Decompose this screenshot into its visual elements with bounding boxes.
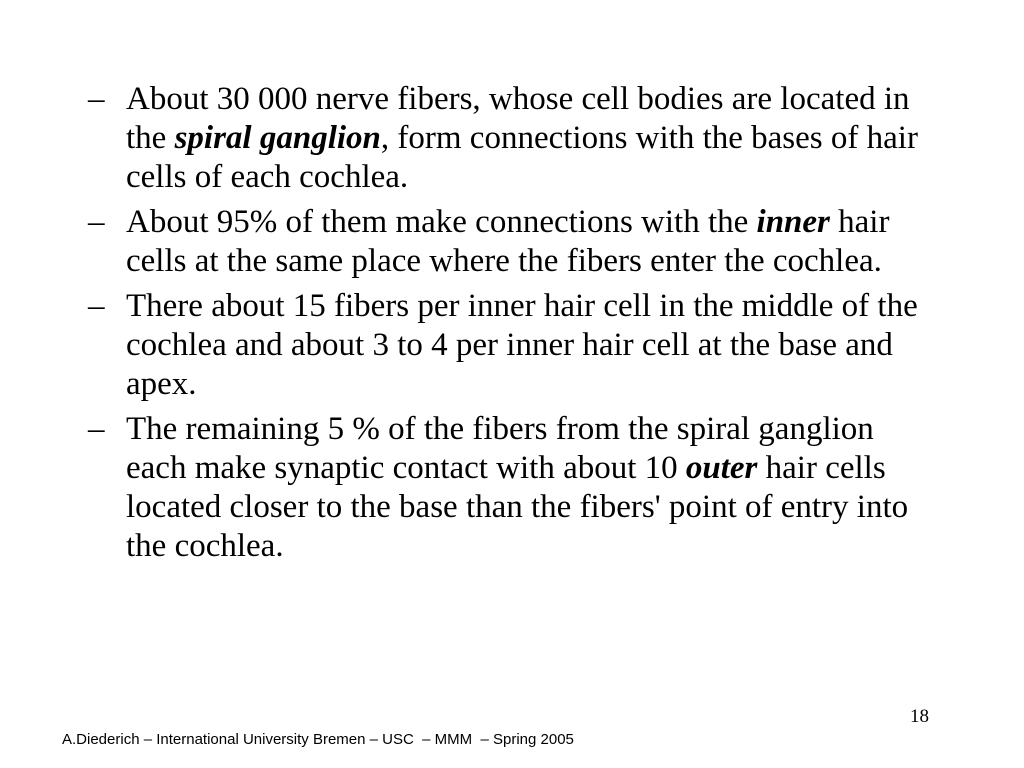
bullet-text: About 30 000 nerve fibers, whose cell bodies are located in the (126, 81, 910, 156)
bullet-text: hair cells at the same place where the fibers enter the cochlea. (126, 204, 890, 279)
bullet-item-fibers-per-cell (88, 287, 938, 404)
bullet-item-inner-hair-cells (88, 203, 938, 281)
emphasis-spiral-ganglion: spiral ganglion (174, 120, 381, 156)
bullet-text: The remaining 5 % of the fibers from the spiral ganglion each make synaptic contact with about 10 (126, 411, 874, 486)
bullet-list (88, 80, 938, 572)
page-number: 18 (910, 706, 929, 727)
dash-marker: – (88, 81, 105, 117)
bullet-text: hair cells located closer to the base than the fibers' point of entry into the cochlea. (126, 450, 909, 564)
dash-marker: – (88, 288, 105, 324)
bullet-text: , form connections with the bases of hair cells of each cochlea. (126, 120, 918, 195)
bullet-item-outer-hair-cells (88, 410, 938, 566)
bullet-text: There about 15 fibers per inner hair cell in the middle of the cochlea and about 3 to 4 per inner hair cell at the base and apex. (126, 288, 918, 402)
dash-marker: – (88, 411, 105, 447)
bullet-item-fibers-count (88, 80, 938, 197)
dash-marker: – (88, 204, 105, 240)
emphasis-outer: outer (685, 450, 758, 486)
footer: A.Diederich – International University Bremen – USC – MMM – Spring 2005 (62, 731, 574, 748)
bullet-text: About 95% of them make connections with the (126, 204, 757, 240)
emphasis-inner: inner (756, 204, 830, 240)
